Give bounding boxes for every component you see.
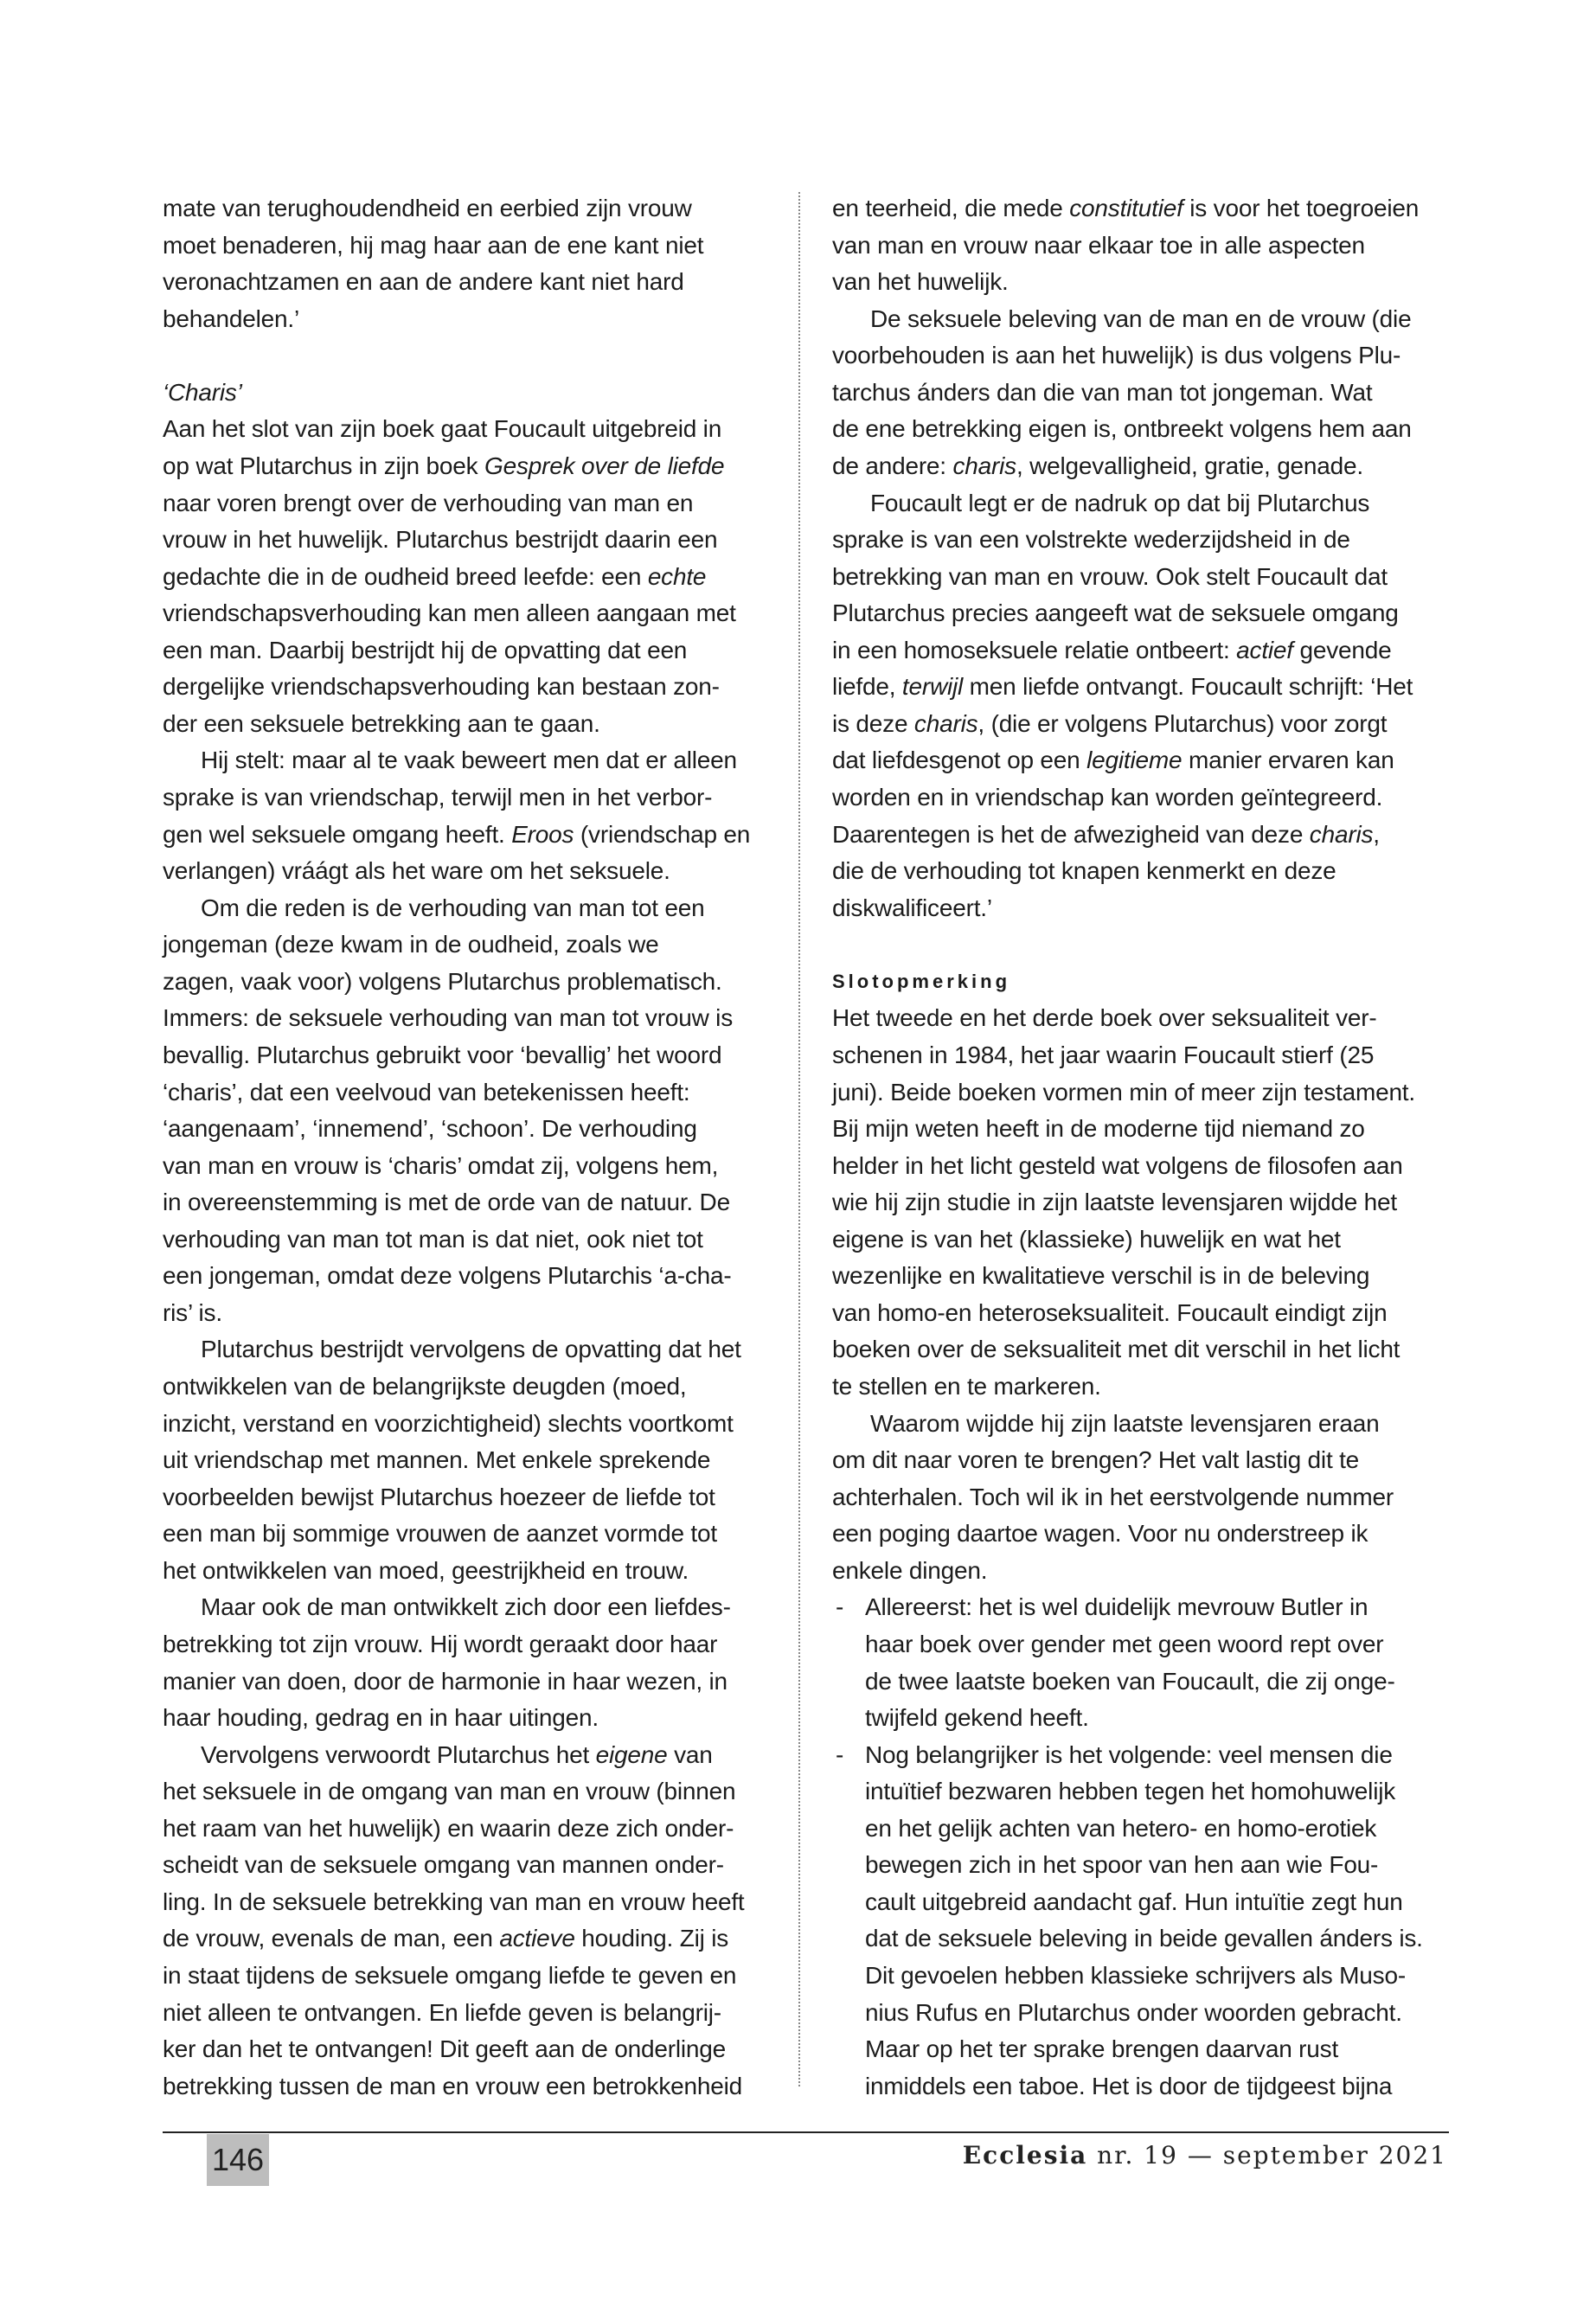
section-heading bbox=[163, 375, 785, 412]
text-segment: boeken over de seksualiteit met dit verschil in het licht bbox=[832, 1336, 1401, 1363]
text-segment: ‘aangenaam’, ‘innemend’, ‘schoon’. De verhouding bbox=[163, 1115, 697, 1143]
text-line bbox=[163, 706, 785, 743]
text-segment: verlangen) vráágt als het ware om het seksuele. bbox=[163, 857, 670, 885]
text-segment: Plutarchus bestrijdt vervolgens de opvatting dat het bbox=[201, 1336, 741, 1363]
text-line bbox=[163, 779, 785, 817]
text-line bbox=[163, 890, 785, 927]
text-segment: Bij mijn weten heeft in de moderne tijd niemand zo bbox=[832, 1115, 1365, 1143]
text-line bbox=[163, 559, 785, 596]
text-line bbox=[832, 1037, 1455, 1074]
text-line bbox=[163, 853, 785, 890]
text-segment: houding. Zij is bbox=[574, 1925, 729, 1952]
text-segment: wezenlijke en kwalitatieve verschil is in de beleving bbox=[832, 1262, 1370, 1290]
text-line bbox=[163, 264, 785, 301]
text-line bbox=[832, 1221, 1455, 1259]
text-line bbox=[832, 375, 1455, 412]
text-segment: voorbehouden is aan het huwelijk) is dus volgens Plu- bbox=[832, 342, 1401, 369]
text-segment: vrouw in het huwelijk. Plutarchus bestrijdt daarin een bbox=[163, 526, 718, 554]
text-segment: (vriendschap en bbox=[574, 820, 751, 848]
text-segment: is voor het toegroeien bbox=[1183, 195, 1420, 221]
text-segment: Daarentegen is het de afwezigheid van deze bbox=[832, 820, 1310, 848]
text-segment: op wat Plutarchus in zijn boek bbox=[163, 452, 485, 479]
text-segment: , welgevalligheid, gratie, genade. bbox=[1016, 452, 1364, 479]
text-segment: niet alleen te ontvangen. En liefde geven is belangrij- bbox=[163, 1998, 721, 2026]
text-segment: liefde, bbox=[832, 673, 902, 701]
list-item-line bbox=[832, 1737, 1455, 1774]
text-line bbox=[163, 1000, 785, 1037]
text-segment: eigene is van het (klassieke) huwelijk en wat het bbox=[832, 1225, 1341, 1253]
text-segment: die de verhouding tot knapen kenmerkt en deze bbox=[832, 857, 1336, 885]
text-segment: nius Rufus en Plutarchus onder woorden gebracht. bbox=[865, 1998, 1402, 2026]
column-divider bbox=[798, 192, 800, 2086]
text-line bbox=[832, 264, 1455, 301]
text-segment: wie hij zijn studie in zijn laatste levensjaren wijdde het bbox=[832, 1189, 1397, 1216]
text-segment: inzicht, verstand en voorzichtigheid) slechts voortkomt bbox=[163, 1409, 734, 1437]
text-segment: , bbox=[1373, 820, 1380, 848]
text-segment: achterhalen. Toch wil ik in het eerstvolgende nummer bbox=[832, 1483, 1394, 1510]
right-column bbox=[832, 190, 1455, 2105]
text-line bbox=[832, 742, 1455, 779]
text-line bbox=[832, 853, 1455, 890]
text-line bbox=[832, 632, 1455, 670]
text-line bbox=[163, 1406, 785, 1443]
text-line bbox=[832, 337, 1455, 375]
text-line bbox=[163, 1958, 785, 1995]
page-number: 146 bbox=[207, 2134, 269, 2186]
section-heading bbox=[832, 964, 1455, 1001]
text-line bbox=[832, 1442, 1455, 1479]
text-line bbox=[163, 1663, 785, 1701]
text-segment: Dit gevoelen hebben klassieke schrijvers als Muso- bbox=[865, 1962, 1406, 1989]
list-item-line bbox=[832, 1663, 1455, 1701]
footer-rule bbox=[163, 2131, 1449, 2133]
text-segment: Maar op het ter sprake brengen daarvan rust bbox=[865, 2035, 1339, 2063]
text-segment: van man en vrouw naar elkaar toe in alle aspecten bbox=[832, 231, 1365, 259]
text-segment: Foucault legt er de nadruk op dat bij Plutarchus bbox=[870, 489, 1370, 516]
text-line bbox=[832, 1479, 1455, 1516]
text-segment: het ontwikkelen van moed, geestrijkheid en trouw. bbox=[163, 1556, 689, 1584]
text-segment: ker dan het te ontvangen! Dit geeft aan de onderlinge bbox=[163, 2035, 726, 2063]
text-segment: verhouding van man tot man is dat niet, ook niet tot bbox=[163, 1225, 703, 1253]
text-segment: Nog belangrijker is het volgende: veel mensen die bbox=[865, 1740, 1393, 1768]
text-segment: gedachte die in de oudheid breed leefde: een bbox=[163, 562, 648, 590]
text-segment: ontwikkelen van de belangrijkste deugden (moed, bbox=[163, 1373, 687, 1400]
text-line bbox=[832, 559, 1455, 596]
text-segment: Immers: de seksuele verhouding van man tot vrouw is bbox=[163, 1004, 733, 1032]
text-segment: uit vriendschap met mannen. Met enkele sprekende bbox=[163, 1446, 711, 1474]
text-line bbox=[163, 1700, 785, 1737]
text-segment: in staat tijdens de seksuele omgang liefde te geven en bbox=[163, 1962, 737, 1989]
text-line bbox=[163, 1995, 785, 2032]
text-segment: een poging daartoe wagen. Voor nu onderstreep ik bbox=[832, 1520, 1368, 1548]
text-segment: enkele dingen. bbox=[832, 1556, 988, 1584]
text-segment: der een seksuele betrekking aan te gaan. bbox=[163, 709, 600, 737]
text-segment: en teerheid, die mede bbox=[832, 195, 1070, 221]
text-segment: van bbox=[667, 1740, 713, 1768]
text-line bbox=[832, 1074, 1455, 1112]
text-segment: bewegen zich in het spoor van hen aan wie Fou- bbox=[865, 1851, 1379, 1879]
italic-text: Gesprek over de liefde bbox=[484, 452, 725, 479]
text-segment: twijfeld gekend heeft. bbox=[865, 1704, 1089, 1732]
list-item-line bbox=[832, 1847, 1455, 1884]
text-segment: de twee laatste boeken van Foucault, die zij onge- bbox=[865, 1667, 1395, 1695]
text-line bbox=[832, 190, 1455, 228]
text-line bbox=[832, 1000, 1455, 1037]
text-segment: manier van doen, door de harmonie in haar wezen, in bbox=[163, 1667, 727, 1695]
italic-text: actieve bbox=[499, 1925, 575, 1952]
italic-text: charis bbox=[1309, 820, 1374, 848]
text-segment: tarchus ánders dan die van man tot jongeman. Wat bbox=[832, 378, 1373, 406]
text-line bbox=[832, 1368, 1455, 1406]
text-line bbox=[163, 1111, 785, 1148]
italic-text: actief bbox=[1236, 636, 1293, 663]
text-segment: intuïtief bezwaren hebben tegen het homohuwelijk bbox=[865, 1778, 1396, 1805]
text-segment: jongeman (deze kwam in de oudheid, zoals we bbox=[163, 931, 659, 958]
text-segment: dat de seksuele beleving in beide gevallen ánders is. bbox=[865, 1925, 1423, 1952]
text-line bbox=[163, 1737, 785, 1774]
text-segment: te stellen en te markeren. bbox=[832, 1373, 1101, 1400]
text-segment: sprake is van een volstrekte wederzijdsheid in de bbox=[832, 526, 1350, 554]
text-segment: , (die er volgens Plutarchus) voor zorgt bbox=[977, 709, 1388, 737]
text-segment: juni). Beide boeken vormen min of meer zijn testament. bbox=[832, 1078, 1415, 1106]
text-line bbox=[832, 1148, 1455, 1185]
text-segment: schenen in 1984, het jaar waarin Foucault stierf (25 bbox=[832, 1041, 1375, 1068]
blank-line bbox=[163, 337, 785, 375]
text-segment: scheidt van de seksuele omgang van mannen onder- bbox=[163, 1851, 724, 1879]
text-line bbox=[832, 1331, 1455, 1368]
list-item-line bbox=[832, 1811, 1455, 1848]
text-segment: haar houding, gedrag en in haar uitingen. bbox=[163, 1704, 599, 1732]
text-line bbox=[163, 1920, 785, 1958]
text-line bbox=[832, 1295, 1455, 1332]
text-line bbox=[163, 301, 785, 338]
journal-issue bbox=[963, 2141, 1447, 2170]
text-segment: bevallig. Plutarchus gebruikt voor ‘bevallig’ het woord bbox=[163, 1041, 722, 1068]
text-segment: cault uitgebreid aandacht gaf. Hun intuïtie zegt hun bbox=[865, 1888, 1403, 1915]
list-item-line bbox=[832, 2068, 1455, 2106]
text-line bbox=[832, 448, 1455, 485]
text-segment: de vrouw, evenals de man, een bbox=[163, 1925, 500, 1952]
list-item-line bbox=[832, 1773, 1455, 1811]
text-segment: diskwalificeert.’ bbox=[832, 894, 992, 921]
text-segment: dat liefdesgenot op een bbox=[832, 747, 1087, 774]
text-line bbox=[163, 1553, 785, 1590]
text-segment: betrekking tot zijn vrouw. Hij wordt geraakt door haar bbox=[163, 1630, 718, 1657]
text-segment: De seksuele beleving van de man en de vrouw (die bbox=[870, 304, 1412, 332]
text-segment: naar voren brengt over de verhouding van man en bbox=[163, 489, 694, 516]
text-segment: helder in het licht gesteld wat volgens de filosofen aan bbox=[832, 1151, 1403, 1179]
list-item-line bbox=[832, 1626, 1455, 1663]
list-item-line bbox=[832, 1589, 1455, 1626]
text-line bbox=[163, 1037, 785, 1074]
text-segment: Plutarchus precies aangeeft wat de seksuele omgang bbox=[832, 599, 1399, 627]
italic-text: echte bbox=[647, 562, 707, 590]
bullet-dash: - bbox=[836, 1740, 844, 1768]
journal-name: Ecclesia bbox=[962, 2141, 1088, 2170]
text-line bbox=[163, 1811, 785, 1848]
text-segment: Hij stelt: maar al te vaak beweert men dat er alleen bbox=[201, 747, 737, 774]
text-line bbox=[832, 595, 1455, 632]
text-segment: in overeenstemming is met de orde van de natuur. De bbox=[163, 1189, 730, 1216]
text-segment: men liefde ontvangt. Foucault schrijft: ‘Het bbox=[963, 673, 1413, 701]
text-segment: sprake is van vriendschap, terwijl men in het verbor- bbox=[163, 784, 713, 811]
text-segment: Het tweede en het derde boek over seksualiteit ver- bbox=[832, 1004, 1377, 1032]
text-segment: het raam van het huwelijk) en waarin deze zich onder- bbox=[163, 1814, 734, 1842]
text-segment: inmiddels een taboe. Het is door de tijdgeest bijna bbox=[865, 2072, 1393, 2099]
italic-text: eigene bbox=[595, 1740, 668, 1768]
text-line bbox=[832, 779, 1455, 817]
text-segment: Waarom wijdde hij zijn laatste levensjaren eraan bbox=[870, 1409, 1380, 1437]
text-line bbox=[163, 1626, 785, 1663]
text-segment: zagen, vaak voor) volgens Plutarchus problematisch. bbox=[163, 967, 722, 995]
list-item-line bbox=[832, 1920, 1455, 1958]
list-item-line bbox=[832, 2031, 1455, 2068]
italic-text: charis bbox=[952, 452, 1016, 479]
text-segment: het seksuele in de omgang van man en vrouw (binnen bbox=[163, 1778, 736, 1805]
text-line bbox=[832, 485, 1455, 522]
text-segment: de andere: bbox=[832, 452, 953, 479]
italic-text: Eroos bbox=[511, 820, 574, 848]
text-line bbox=[163, 632, 785, 670]
text-line bbox=[832, 1184, 1455, 1221]
text-line bbox=[832, 1111, 1455, 1148]
text-line bbox=[163, 1331, 785, 1368]
text-segment: een man bij sommige vrouwen de aanzet vormde tot bbox=[163, 1520, 717, 1548]
text-line bbox=[832, 706, 1455, 743]
text-segment: dergelijke vriendschapsverhouding kan bestaan zon- bbox=[163, 673, 720, 701]
text-line bbox=[832, 1406, 1455, 1443]
text-segment: ling. In de seksuele betrekking van man en vrouw heeft bbox=[163, 1888, 745, 1915]
text-segment: van man en vrouw is ‘charis’ omdat zij, volgens hem, bbox=[163, 1151, 719, 1179]
text-line bbox=[163, 228, 785, 265]
text-segment: gen wel seksuele omgang heeft. bbox=[163, 820, 512, 848]
text-line bbox=[163, 1258, 785, 1295]
list-item-line bbox=[832, 1884, 1455, 1921]
text-line bbox=[163, 522, 785, 559]
text-line bbox=[163, 964, 785, 1001]
list-item-line bbox=[832, 1700, 1455, 1737]
text-line bbox=[163, 2068, 785, 2106]
text-segment: manier ervaren kan bbox=[1182, 747, 1394, 774]
text-line bbox=[832, 890, 1455, 927]
text-segment: mate van terughoudendheid en eerbied zijn vrouw bbox=[163, 195, 692, 221]
text-line bbox=[163, 1773, 785, 1811]
text-line bbox=[832, 522, 1455, 559]
text-line bbox=[163, 817, 785, 854]
text-segment: de ene betrekking eigen is, ontbreekt volgens hem aan bbox=[832, 415, 1412, 443]
text-segment: Aan het slot van zijn boek gaat Foucault uitgebreid in bbox=[163, 415, 722, 443]
text-segment: Om die reden is de verhouding van man tot een bbox=[201, 894, 705, 921]
text-segment: een man. Daarbij bestrijdt hij de opvatting dat een bbox=[163, 636, 688, 663]
text-segment: vriendschapsverhouding kan men alleen aangaan met bbox=[163, 599, 736, 627]
text-segment: in een homoseksuele relatie ontbeert: bbox=[832, 636, 1237, 663]
text-line bbox=[832, 817, 1455, 854]
italic-text: constitutief bbox=[1069, 195, 1183, 221]
text-segment: en het gelijk achten van hetero- en homo-erotiek bbox=[865, 1814, 1377, 1842]
list-item-line bbox=[832, 1995, 1455, 2032]
text-segment: ‘charis’, dat een veelvoud van betekenissen heeft: bbox=[163, 1078, 690, 1106]
text-segment: Allereerst: het is wel duidelijk mevrouw Butler in bbox=[865, 1593, 1368, 1621]
italic-text: legitieme bbox=[1086, 747, 1183, 774]
text-segment: betrekking van man en vrouw. Ook stelt Foucault dat bbox=[832, 562, 1388, 590]
text-segment: worden en in vriendschap kan worden geïntegreerd. bbox=[832, 784, 1383, 811]
text-segment: is deze bbox=[832, 709, 914, 737]
text-segment: Slotopmerking bbox=[832, 970, 1011, 992]
text-line bbox=[832, 301, 1455, 338]
text-line bbox=[163, 1589, 785, 1626]
list-item-line bbox=[832, 1958, 1455, 1995]
text-segment: van het huwelijk. bbox=[832, 268, 1009, 296]
text-line bbox=[163, 1184, 785, 1221]
text-line bbox=[163, 1442, 785, 1479]
text-line bbox=[163, 595, 785, 632]
text-line bbox=[163, 1884, 785, 1921]
issue-info: nr. 19 — september 2021 bbox=[1097, 2141, 1447, 2170]
text-line bbox=[832, 1516, 1455, 1553]
blank-line bbox=[832, 926, 1455, 964]
text-line bbox=[163, 669, 785, 706]
text-line bbox=[163, 1516, 785, 1553]
text-line bbox=[163, 1148, 785, 1185]
text-line bbox=[163, 1847, 785, 1884]
text-line bbox=[163, 1295, 785, 1332]
text-line bbox=[163, 485, 785, 522]
text-segment: haar boek over gender met geen woord rept over bbox=[865, 1630, 1384, 1657]
text-line bbox=[163, 926, 785, 964]
text-segment: voorbeelden bewijst Plutarchus hoezeer de liefde tot bbox=[163, 1483, 715, 1510]
text-line bbox=[163, 190, 785, 228]
text-segment: ‘Charis’ bbox=[163, 378, 242, 406]
text-line bbox=[832, 1553, 1455, 1590]
bullet-dash: - bbox=[836, 1593, 844, 1621]
text-segment: van homo-en heteroseksualiteit. Foucault eindigt zijn bbox=[832, 1298, 1388, 1326]
text-line bbox=[832, 1258, 1455, 1295]
text-segment: veronachtzamen en aan de andere kant niet hard bbox=[163, 268, 684, 296]
left-column bbox=[163, 190, 785, 2105]
text-line bbox=[163, 1074, 785, 1112]
text-segment: ris’ is. bbox=[163, 1298, 222, 1326]
text-line bbox=[163, 411, 785, 448]
text-line bbox=[163, 1221, 785, 1259]
text-segment: behandelen.’ bbox=[163, 304, 299, 332]
text-line bbox=[832, 228, 1455, 265]
text-line bbox=[163, 1368, 785, 1406]
text-segment: moet benaderen, hij mag haar aan de ene kant niet bbox=[163, 231, 704, 259]
text-line bbox=[832, 669, 1455, 706]
italic-text: charis bbox=[913, 709, 978, 737]
italic-text: terwijl bbox=[901, 673, 964, 701]
text-line bbox=[163, 1479, 785, 1516]
text-line bbox=[832, 411, 1455, 448]
text-segment: Vervolgens verwoordt Plutarchus het bbox=[201, 1740, 596, 1768]
text-segment: een jongeman, omdat deze volgens Plutarchis ‘a-cha- bbox=[163, 1262, 732, 1290]
text-line bbox=[163, 2031, 785, 2068]
text-segment: Maar ook de man ontwikkelt zich door een liefdes- bbox=[201, 1593, 731, 1621]
text-segment: betrekking tussen de man en vrouw een betrokkenheid bbox=[163, 2072, 743, 2099]
text-line bbox=[163, 448, 785, 485]
text-segment: gevende bbox=[1292, 636, 1392, 663]
text-segment: om dit naar voren te brengen? Het valt lastig dit te bbox=[832, 1446, 1360, 1474]
text-line bbox=[163, 742, 785, 779]
